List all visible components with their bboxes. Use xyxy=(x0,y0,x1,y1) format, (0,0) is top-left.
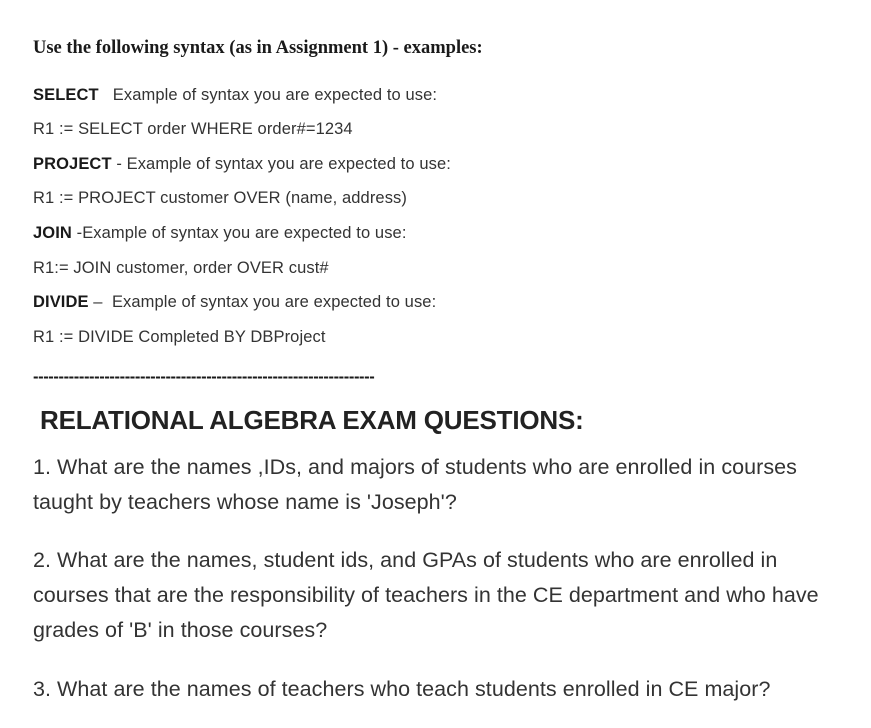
question-2-line-1: 2. What are the names, student ids, and GPAs of students who are enrolled in xyxy=(33,548,778,572)
join-keyword: JOIN xyxy=(33,224,72,242)
project-keyword: PROJECT xyxy=(33,155,112,173)
divide-description: – Example of syntax you are expected to use: xyxy=(88,293,437,311)
question-2-line-3: grades of 'B' in those courses? xyxy=(33,618,328,642)
question-1-line-2: taught by teachers whose name is 'Joseph'? xyxy=(33,490,457,514)
select-description: Example of syntax you are expected to use: xyxy=(98,86,438,104)
select-keyword: SELECT xyxy=(33,86,99,104)
syntax-project-example: R1 := PROJECT customer OVER (name, address) xyxy=(33,189,407,207)
syntax-join-line xyxy=(33,224,407,243)
syntax-divide-example: R1 := DIVIDE Completed BY DBProject xyxy=(33,328,326,346)
syntax-project-line xyxy=(33,155,451,174)
project-description: - Example of syntax you are expected to use: xyxy=(111,155,451,173)
syntax-select-example: R1 := SELECT order WHERE order#=1234 xyxy=(33,120,353,138)
join-description: -Example of syntax you are expected to use: xyxy=(71,224,407,242)
syntax-join-example: R1:= JOIN customer, order OVER cust# xyxy=(33,259,329,277)
syntax-select-line xyxy=(33,86,437,105)
exam-heading: RELATIONAL ALGEBRA EXAM QUESTIONS: xyxy=(40,405,584,435)
question-1-line-1: 1. What are the names ,IDs, and majors of students who are enrolled in courses xyxy=(33,455,797,479)
intro-heading: Use the following syntax (as in Assignment 1) - examples: xyxy=(33,38,483,58)
question-3-line-1: 3. What are the names of teachers who teach students enrolled in CE major? xyxy=(33,677,771,701)
question-2-line-2: courses that are the responsibility of teachers in the CE department and who have xyxy=(33,583,819,607)
syntax-divide-line xyxy=(33,293,436,312)
section-divider: ------------------------------------------------------------------- xyxy=(33,368,375,386)
divide-keyword: DIVIDE xyxy=(33,293,89,311)
